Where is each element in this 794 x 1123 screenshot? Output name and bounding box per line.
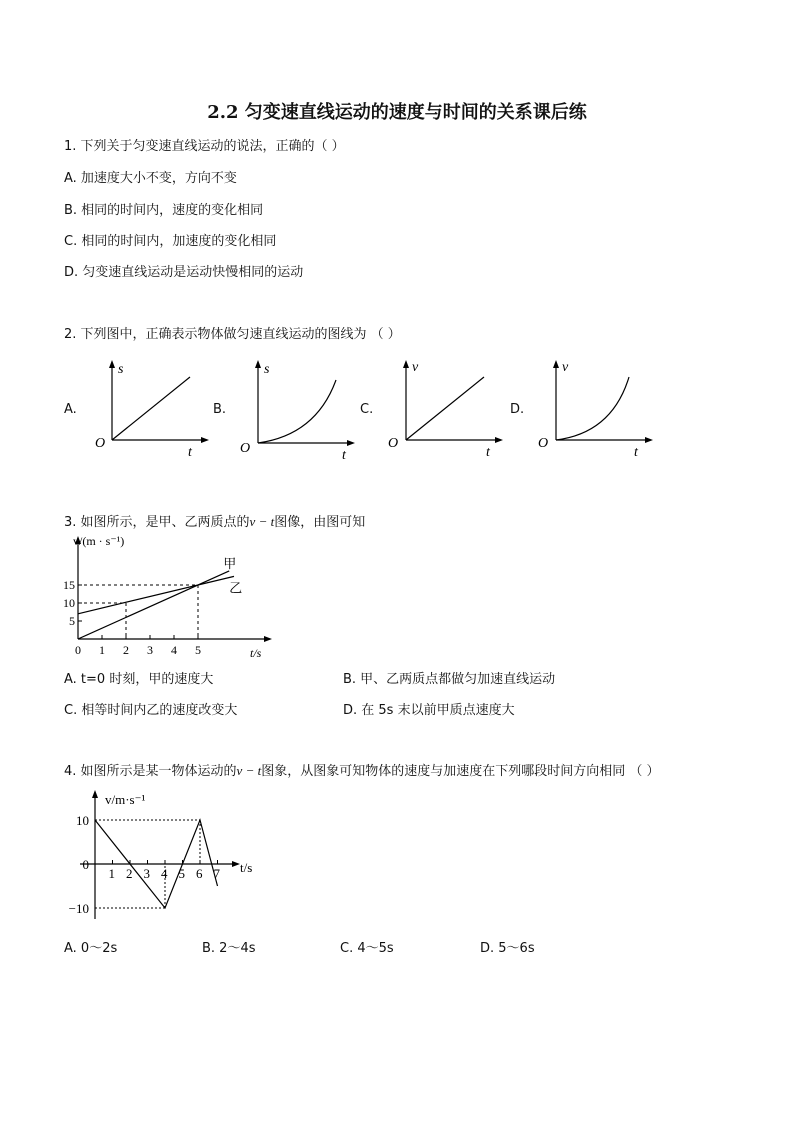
x-axis-arrow [232,861,240,867]
q2-option-d-label[interactable]: D. [510,402,525,417]
x-tick-label: 2 [123,643,129,657]
x-axis-arrow [645,437,653,443]
x-tick-label: 7 [213,866,220,881]
x-tick-label: 3 [143,866,150,881]
x-tick-label: 0 [75,643,81,657]
graph-curve [258,380,336,443]
y-tick-label: −10 [68,901,89,916]
x-tick-label: 4 [171,643,177,657]
q1-stem: 1. 下列关于匀变速直线运动的说法，正确的（ ） [64,139,345,154]
q2-graph-b [236,355,356,460]
page-title: 2.2 匀变速直线运动的速度与时间的关系课后练 [207,102,587,123]
q4-stem-after: 图象，从图象可知物体的速度与加速度在下列哪段时间方向相同 （ ） [261,764,660,779]
graph-curve [556,377,629,440]
x-tick-label: 3 [147,643,153,657]
series-label-jia: 甲 [223,555,237,571]
y-axis-arrow [553,360,559,368]
y-axis-arrow [109,360,115,368]
x-axis-label: t [634,445,638,460]
y-axis-label: s [118,362,124,377]
q4-stem [64,760,659,779]
series-line-yi [78,576,234,613]
graph-line [406,377,484,440]
q2-option-b-label[interactable]: B. [213,402,227,417]
x-axis-arrow [347,440,355,446]
y-tick-label: 10 [76,813,89,828]
y-axis-arrow [255,360,261,368]
x-axis-arrow [264,636,272,642]
x-tick-label: 5 [195,643,201,657]
q2-graph-a [90,355,210,460]
x-tick-label: 1 [108,866,115,881]
x-axis-label: t/s [250,646,262,660]
q4-vt-chart [60,784,270,924]
q1-option-d[interactable]: D. 匀变速直线运动是运动快慢相同的运动 [64,265,304,280]
y-axis-arrow [403,360,409,368]
q3-vt-chart [60,532,280,662]
q2-graph-c [384,355,504,460]
q4-option-d[interactable]: D. 5～6s [480,941,535,956]
q4-option-b[interactable]: B. 2～4s [202,941,256,956]
x-tick-label: 5 [178,866,185,881]
y-axis-label: v/(m · s⁻¹) [73,534,125,548]
q1-option-b[interactable]: B. 相同的时间内，速度的变化相同 [64,203,264,218]
q4-option-a[interactable]: A. 0～2s [64,941,118,956]
q2-graph-d [534,355,654,460]
q3-stem-formula: v − t [249,514,275,529]
q3-option-a[interactable]: A. t=0 时刻，甲的速度大 [64,672,214,687]
q3-stem [64,511,365,530]
y-axis-label: s [264,362,270,377]
x-axis-label: t/s [240,860,253,875]
q4-stem-formula: v − t [236,763,262,778]
q4-stem-before: 4. 如图所示是某一物体运动的 [64,764,237,779]
q3-stem-before: 3. 如图所示，是甲、乙两质点的 [64,515,250,530]
y-axis-label: v [412,360,419,375]
q4-option-c[interactable]: C. 4～5s [340,941,394,956]
series-label-yi: 乙 [229,580,243,596]
q3-option-d[interactable]: D. 在 5s 末以前甲质点速度大 [343,703,515,718]
graph-line [112,377,190,440]
x-axis-arrow [201,437,209,443]
origin-label: O [240,441,251,456]
x-tick-label: 1 [99,643,105,657]
x-tick-label: 2 [126,866,133,881]
x-axis-label: t [486,445,490,460]
y-tick-label: 5 [69,614,75,628]
origin-label: O [538,436,549,451]
q3-stem-after: 图像，由图可知 [274,515,366,530]
x-axis-label: t [342,448,346,460]
x-tick-label: 4 [161,866,168,881]
series-line-jia [78,571,229,639]
q2-option-c-label[interactable]: C. [360,402,374,417]
y-axis-label: v [562,360,569,375]
y-tick-label: 15 [63,578,75,592]
origin-label: O [95,436,106,451]
y-axis-arrow [92,790,98,798]
q2-option-a-label[interactable]: A. [64,402,77,417]
x-axis-label: t [188,445,192,460]
q1-option-a[interactable]: A. 加速度大小不变，方向不变 [64,171,237,186]
y-tick-label: 10 [63,596,75,610]
q3-option-c[interactable]: C. 相等时间内乙的速度改变大 [64,703,238,718]
q3-option-b[interactable]: B. 甲、乙两质点都做匀加速直线运动 [343,672,556,687]
x-axis-arrow [495,437,503,443]
x-tick-label: 6 [196,866,203,881]
q1-option-c[interactable]: C. 相同的时间内，加速度的变化相同 [64,234,277,249]
origin-label: O [388,436,399,451]
y-tick-label: 0 [82,857,89,872]
q2-stem: 2. 下列图中，正确表示物体做匀速直线运动的图线为 （ ） [64,327,401,342]
y-axis-label: v/m·s⁻¹ [105,792,146,807]
